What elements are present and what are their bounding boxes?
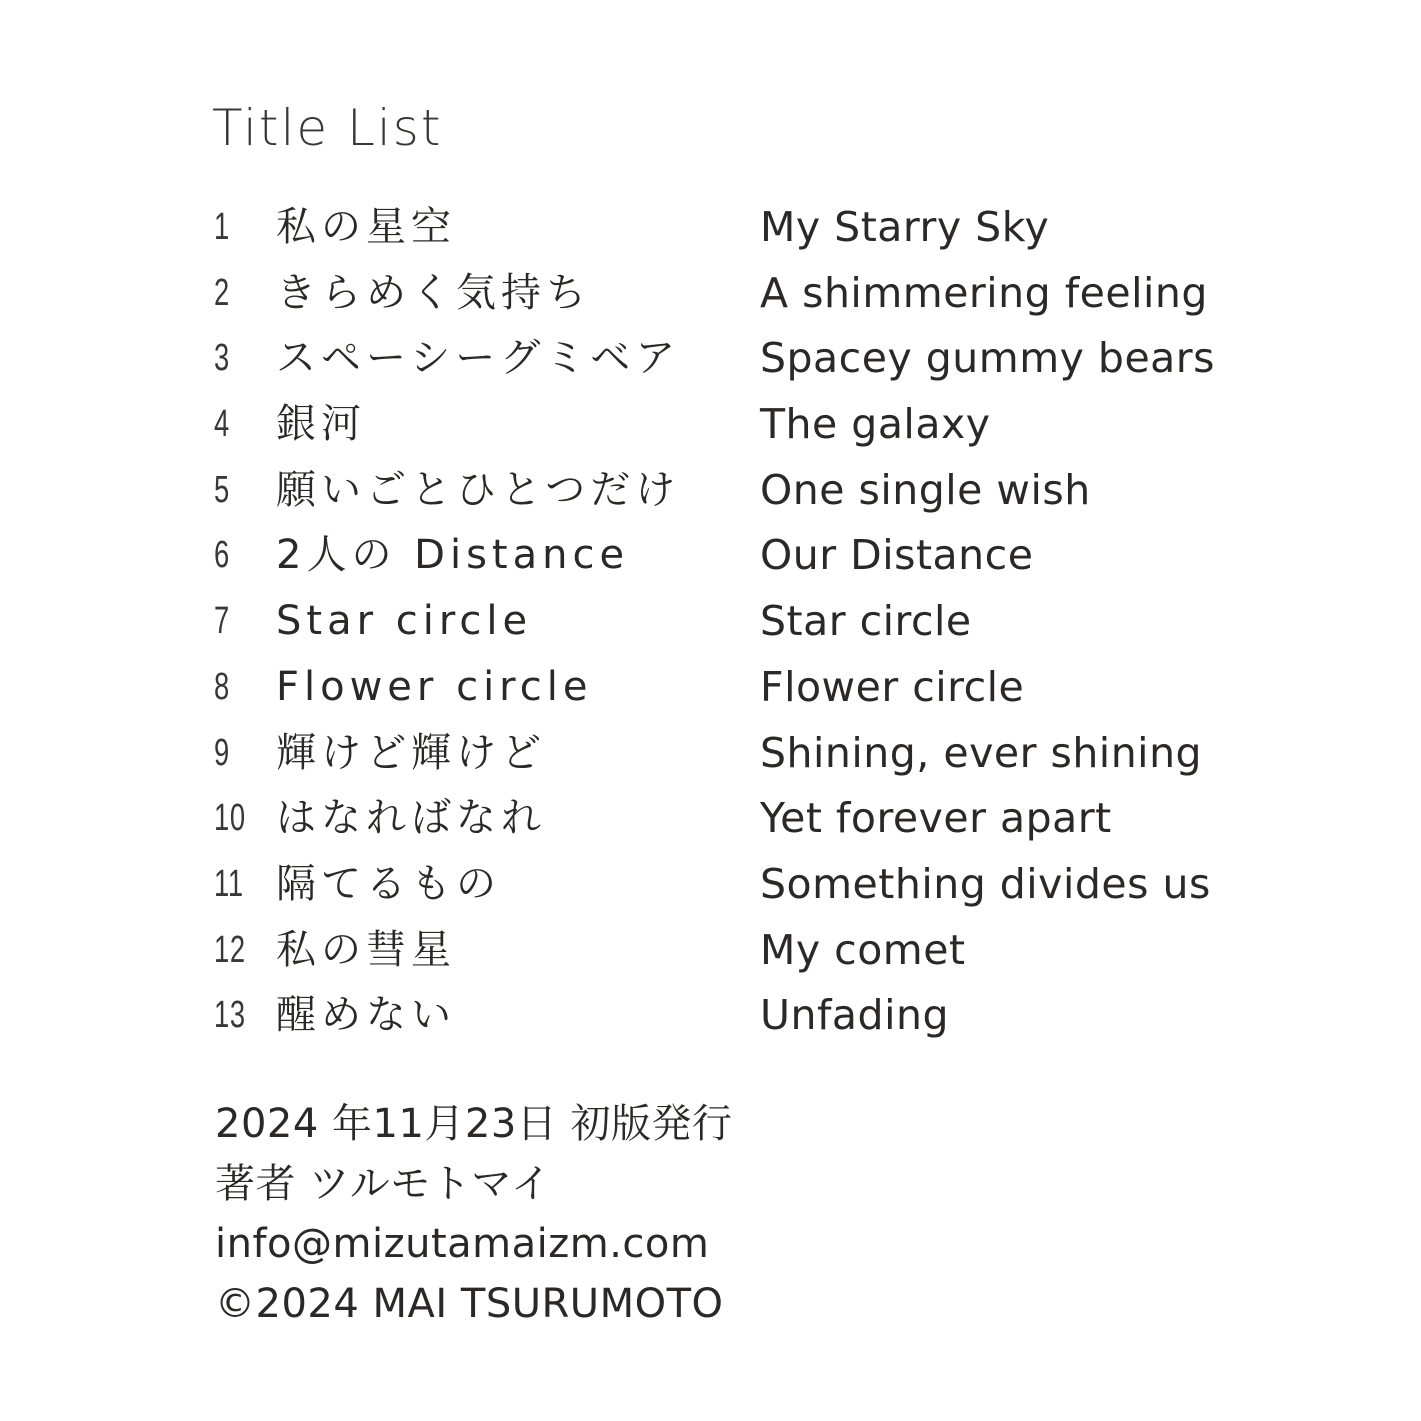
track-title-japanese: 2人の Distance [276, 532, 630, 579]
track-title-japanese: きらめく気持ち [276, 269, 591, 316]
track-number: 5 [214, 468, 230, 511]
track-number: 3 [214, 337, 230, 380]
track-number: 9 [214, 731, 230, 774]
track-title-english: One single wish [760, 465, 1091, 514]
track-number: 7 [214, 600, 230, 643]
track-title-english: My comet [760, 925, 966, 974]
track-row [0, 850, 1421, 916]
track-title-japanese: 私の彗星 [276, 926, 456, 973]
copyright-notice: ©2024 MAI TSURUMOTO [215, 1281, 724, 1327]
track-row [0, 981, 1421, 1047]
colophon [215, 1094, 733, 1334]
track-title-japanese: スペーシーグミベア [276, 335, 681, 382]
track-title-japanese: はなればなれ [276, 795, 546, 842]
track-title-japanese: 醒めない [276, 992, 456, 1039]
track-title-english: A shimmering feeling [760, 268, 1208, 317]
track-title-japanese: 隔てるもの [276, 860, 501, 907]
track-title-japanese: 銀河 [276, 401, 366, 448]
track-row [0, 456, 1421, 522]
track-title-english: The galaxy [760, 400, 991, 449]
track-title-english: Our Distance [760, 531, 1034, 580]
track-row [0, 653, 1421, 719]
track-number: 8 [214, 665, 230, 708]
track-title-english: Shining, ever shining [760, 728, 1203, 777]
track-number: 13 [214, 994, 246, 1037]
track-number: 10 [214, 797, 246, 840]
track-title-japanese: Flower circle [276, 663, 593, 710]
track-number: 4 [214, 403, 230, 446]
track-title-japanese: 私の星空 [276, 204, 456, 250]
track-title-english: Star circle [760, 597, 972, 646]
track-row [0, 719, 1421, 785]
author-line: 著者 ツルモトマイ [215, 1161, 552, 1207]
track-title-english: My Starry Sky [760, 203, 1050, 251]
track-list [0, 193, 1421, 1047]
track-number: 12 [214, 928, 246, 971]
contact-email: info@mizutamaizm.com [215, 1221, 710, 1267]
track-row [0, 784, 1421, 850]
track-row [0, 324, 1421, 390]
track-number: 6 [214, 534, 230, 577]
track-title-japanese: Star circle [276, 598, 533, 645]
track-row [0, 259, 1421, 325]
track-title-english: Spacey gummy bears [760, 334, 1216, 383]
track-row [0, 521, 1421, 587]
track-row [0, 390, 1421, 456]
track-row [0, 193, 1421, 259]
track-number: 1 [214, 206, 230, 248]
track-title-english: Flower circle [760, 662, 1025, 711]
track-title-japanese: 輝けど輝けど [276, 729, 546, 776]
track-title-english: Yet forever apart [760, 794, 1112, 843]
track-title-english: Something divides us [760, 859, 1211, 908]
publication-date: 2024 年11月23日 初版発行 [215, 1101, 733, 1147]
page-title: Title List [212, 99, 443, 157]
track-title-english: Unfading [760, 991, 949, 1040]
track-number: 2 [214, 271, 230, 314]
track-title-japanese: 願いごとひとつだけ [276, 466, 681, 513]
track-row [0, 587, 1421, 653]
track-number: 11 [214, 862, 244, 905]
track-row [0, 916, 1421, 982]
